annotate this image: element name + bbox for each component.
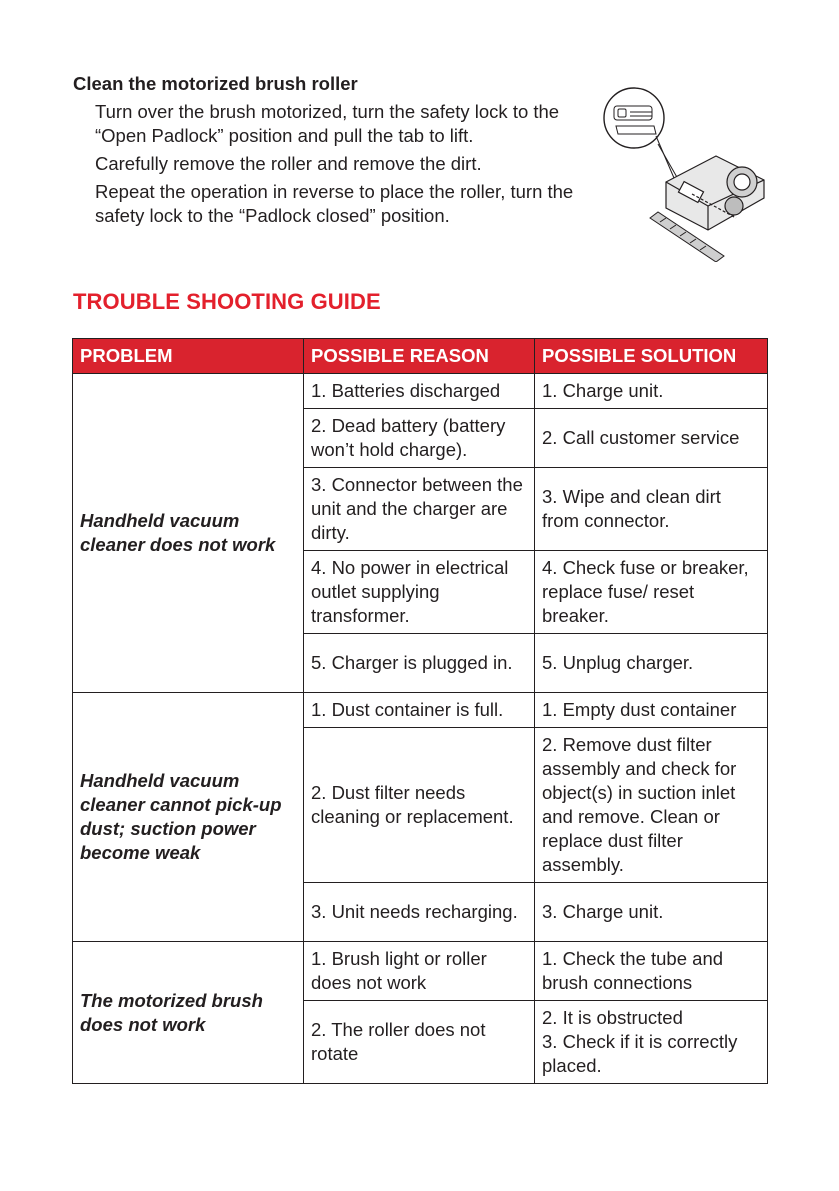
- solution-line: 2. It is obstructed: [542, 1007, 683, 1028]
- solution-cell: 2. Call customer service: [535, 409, 768, 468]
- maintenance-step: Turn over the brush motorized, turn the safety lock to the “Open Padlock” position and pull the tab to lift.: [95, 101, 560, 146]
- solution-cell: 2. Remove dust filter assembly and check for object(s) in suction inlet and remove. Clean or replace dust filter assembly.: [535, 728, 768, 883]
- solution-cell: 3. Wipe and clean dirt from connector.: [535, 468, 768, 551]
- reason-cell: 1. Brush light or roller does not work: [304, 942, 535, 1001]
- solution-line: 3. Check if it is correctly placed.: [542, 1031, 738, 1076]
- table-row: [73, 942, 768, 1001]
- maintenance-steps: [95, 100, 600, 232]
- problem-cell: Handheld vacuum cleaner cannot pick-up dust; suction power become weak: [73, 693, 304, 942]
- maintenance-step: Carefully remove the roller and remove the dirt.: [95, 153, 482, 174]
- zoom-circle: [604, 88, 664, 148]
- reason-cell: 3. Connector between the unit and the charger are dirty.: [304, 468, 535, 551]
- header-solution: POSSIBLE SOLUTION: [535, 339, 768, 374]
- reason-cell: 2. Dead battery (battery won’t hold charge).: [304, 409, 535, 468]
- solution-cell: 1. Charge unit.: [535, 374, 768, 409]
- guide-title: TROUBLE SHOOTING GUIDE: [73, 289, 381, 314]
- header-problem: PROBLEM: [73, 339, 304, 374]
- reason-cell: 5. Charger is plugged in.: [304, 634, 535, 693]
- solution-cell: 1. Check the tube and brush connections: [535, 942, 768, 1001]
- table-row: [73, 374, 768, 409]
- reason-cell: 1. Batteries discharged: [304, 374, 535, 409]
- solution-cell: [535, 1001, 768, 1084]
- reason-cell: 3. Unit needs recharging.: [304, 883, 535, 942]
- brush-roller-illustration: [596, 82, 774, 262]
- header-reason: POSSIBLE REASON: [304, 339, 535, 374]
- problem-cell: Handheld vacuum cleaner does not work: [73, 374, 304, 693]
- reason-cell: 2. Dust filter needs cleaning or replacement.: [304, 728, 535, 883]
- reason-cell: 1. Dust container is full.: [304, 693, 535, 728]
- solution-cell: 4. Check fuse or breaker, replace fuse/ reset breaker.: [535, 551, 768, 634]
- reason-cell: 2. The roller does not rotate: [304, 1001, 535, 1084]
- problem-cell: The motorized brush does not work: [73, 942, 304, 1084]
- troubleshooting-table: [72, 338, 768, 1084]
- section-title: Clean the motorized brush roller: [73, 73, 358, 94]
- maintenance-step: Repeat the operation in reverse to place the roller, turn the safety lock to the “Padlock closed” position.: [95, 181, 574, 226]
- solution-cell: 3. Charge unit.: [535, 883, 768, 942]
- reason-cell: 4. No power in electrical outlet supplying transformer.: [304, 551, 535, 634]
- table-row: [73, 693, 768, 728]
- solution-cell: 1. Empty dust container: [535, 693, 768, 728]
- solution-cell: 5. Unplug charger.: [535, 634, 768, 693]
- table-header-row: [73, 339, 768, 374]
